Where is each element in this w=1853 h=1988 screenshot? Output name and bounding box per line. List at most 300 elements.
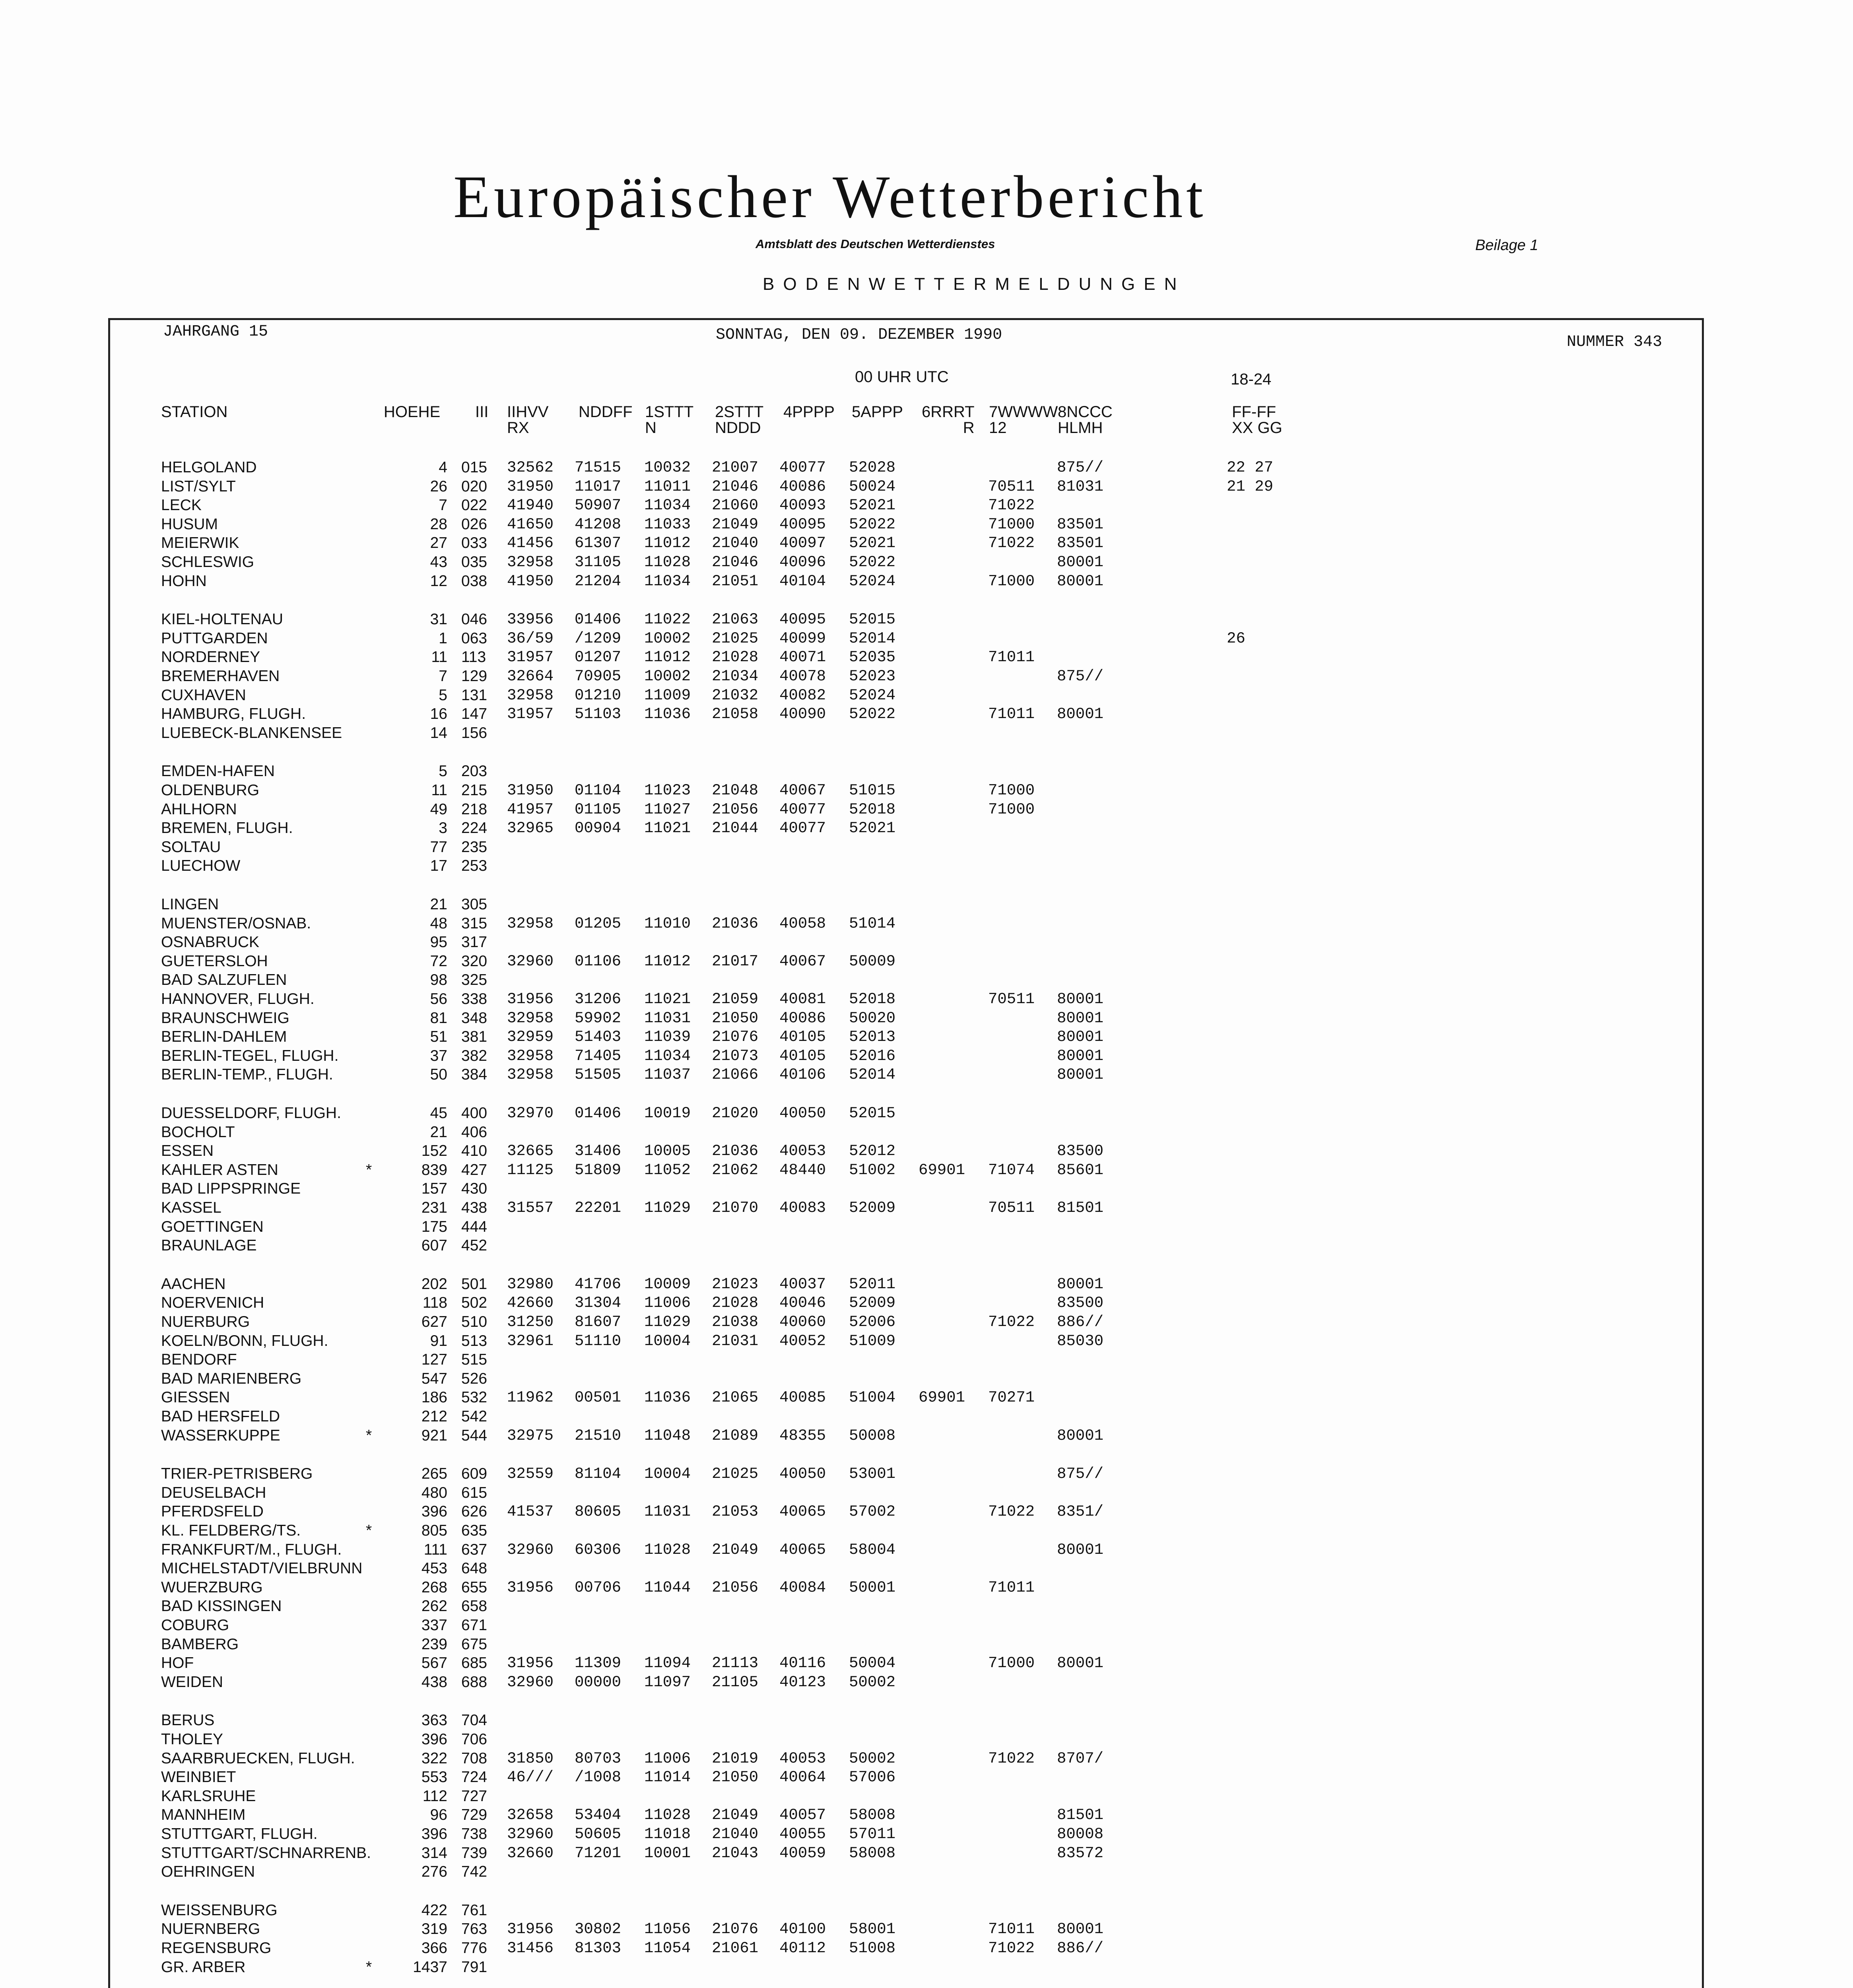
cell-c5: 52016 [849,1047,896,1065]
cell-c2: 21050 [712,1009,759,1027]
cell-iii: 658 [461,1598,488,1615]
cell-station: WEINBIET [161,1769,236,1786]
cell-c4: 40082 [779,686,826,704]
cell-ihvv: 31957 [507,705,554,723]
cell-station: WEIDEN [161,1673,223,1691]
cell-c7: 71000 [988,515,1035,533]
cell-iii: 626 [461,1503,488,1520]
cell-hoehe: 49 [430,800,447,818]
cell-nddff: 11309 [575,1654,622,1672]
cell-station: MUENSTER/OSNAB. [161,914,311,932]
cell-c5: 57002 [849,1503,896,1521]
cell-c8: 80008 [1057,1825,1104,1843]
cell-c8: 83500 [1057,1142,1104,1160]
cell-iii: 738 [461,1825,488,1842]
cell-hoehe: 337 [421,1617,447,1634]
cell-c1: 11006 [644,1294,691,1312]
cell-station: EMDEN-HAFEN [161,763,275,780]
cell-c1: 10001 [644,1844,691,1862]
cell-nddff: 00904 [575,819,622,837]
cell-ihvv: 32960 [507,1541,554,1559]
cell-iii: 708 [461,1749,488,1767]
cell-ihvv: 32658 [507,1806,554,1824]
cell-ihvv: 31957 [507,648,554,666]
cell-c1: 11029 [644,1313,691,1331]
cell-station: HAMBURG, FLUGH. [161,705,306,723]
cell-c1: 11022 [644,611,691,629]
cell-iii: 688 [461,1673,488,1691]
cell-iii: 727 [461,1787,488,1805]
cell-nddff: 53404 [575,1806,622,1824]
cell-c4: 40096 [779,553,826,571]
cell-c4: 40058 [779,914,826,932]
cell-iii: 791 [461,1958,488,1976]
cell-nddff: 00706 [575,1578,622,1596]
cell-ihvv: 41957 [507,800,554,818]
cell-hoehe: 56 [430,990,447,1008]
cell-hoehe: 48 [430,914,447,932]
cell-station: OEHRINGEN [161,1863,255,1881]
cell-c4: 40037 [779,1275,826,1293]
cell-ihvv: 31850 [507,1749,554,1767]
cell-station: FRANKFURT/M., FLUGH. [161,1541,342,1558]
cell-c2: 21040 [712,1825,759,1843]
cell-hoehe: 422 [421,1901,447,1919]
cell-hoehe: 91 [430,1332,447,1349]
cell-c1: 11009 [644,686,691,704]
cell-iii: 320 [461,952,488,970]
cell-c5: 53001 [849,1465,896,1483]
cell-station: OSNABRUCK [161,934,260,951]
cell-iii: 315 [461,914,488,932]
cell-ihvv: 32660 [507,1844,554,1862]
cell-iii: 382 [461,1047,488,1064]
cell-c7: 71000 [988,1654,1035,1672]
cell-c5: 50002 [849,1673,896,1691]
cell-hoehe: 480 [421,1484,447,1501]
cell-c4: 40053 [779,1749,826,1767]
cell-iii: 203 [461,763,488,780]
cell-hoehe: 45 [430,1105,447,1122]
cell-hoehe: 4 [439,459,447,476]
cell-c1: 11034 [644,572,691,590]
cell-station: KARLSRUHE [161,1787,256,1805]
cell-c2: 21089 [712,1427,759,1444]
cell-ihvv: 31950 [507,782,554,799]
cell-hoehe: 607 [421,1237,447,1254]
cell-c4: 40050 [779,1105,826,1122]
cell-iii: 526 [461,1370,488,1387]
cell-hoehe: 627 [421,1313,447,1330]
cell-station: BAD MARIENBERG [161,1370,302,1387]
cell-c5: 52021 [849,534,896,552]
cell-iii: 338 [461,990,488,1008]
cell-c4: 40099 [779,629,826,647]
cell-c1: 11097 [644,1673,691,1691]
cell-ihvv: 32961 [507,1332,554,1350]
cell-station: BERUS [161,1712,215,1729]
cell-iii: 218 [461,800,488,818]
cell-hoehe: 438 [421,1673,447,1691]
cell-hoehe: 111 [423,1541,447,1558]
cell-c2: 21060 [712,497,759,514]
cell-iii: 317 [461,934,488,951]
cell-c2: 21043 [712,1844,759,1862]
cell-ihvv: 32958 [507,1009,554,1027]
cell-c5: 52024 [849,686,896,704]
cell-c2: 21066 [712,1066,759,1084]
cell-c5: 52015 [849,1105,896,1122]
cell-c1: 11021 [644,819,691,837]
cell-hoehe: 157 [421,1180,447,1198]
cell-c2: 21025 [712,629,759,647]
cell-iii: 046 [461,611,488,628]
cell-c4: 40067 [779,782,826,799]
cell-ihvv: 32980 [507,1275,554,1293]
cell-nddff: 41706 [575,1275,622,1293]
cell-c1: 11037 [644,1066,691,1084]
cell-iii: 776 [461,1939,488,1957]
cell-iii: 224 [461,819,488,837]
cell-c1: 11012 [644,534,691,552]
cell-station: NORDERNEY [161,648,260,666]
cell-nddff: 71515 [575,459,622,476]
cell-c2: 21053 [712,1503,759,1521]
cell-c2: 21061 [712,1939,759,1957]
cell-station: OLDENBURG [161,782,260,799]
cell-nddff: 01406 [575,1105,622,1122]
cell-c2: 21028 [712,648,759,666]
cell-hoehe: 5 [439,686,447,704]
cell-c2: 21036 [712,1142,759,1160]
cell-iii: 444 [461,1218,488,1235]
cell-c8: 81501 [1057,1199,1104,1217]
cell-hoehe: 37 [430,1047,447,1064]
cell-iii: 763 [461,1920,488,1938]
cell-c8: 80001 [1057,1009,1104,1027]
cell-nddff: 50907 [575,497,622,514]
cell-iii: 038 [461,572,488,590]
cell-c2: 21105 [712,1673,759,1691]
cell-c8: 80001 [1057,705,1104,723]
cell-iii: 348 [461,1009,488,1027]
column-header-station: STATION [161,403,228,421]
cell-mark: * [366,1958,372,1976]
cell-nddff: 21510 [575,1427,622,1444]
cell-hoehe: 14 [430,724,447,742]
cell-c7: 71000 [988,572,1035,590]
cell-c7: 70511 [988,478,1035,495]
cell-iii: 253 [461,857,488,875]
cell-station: BRAUNSCHWEIG [161,1009,289,1027]
cell-c1: 10002 [644,668,691,685]
cell-c2: 21062 [712,1161,759,1179]
cell-c2: 21031 [712,1332,759,1350]
cell-hoehe: 43 [430,553,447,571]
cell-iii: 430 [461,1180,488,1198]
cell-hoehe: 314 [421,1844,447,1862]
cell-iii: 724 [461,1769,488,1786]
cell-ihvv: 32958 [507,1066,554,1084]
cell-c8: 80001 [1057,990,1104,1008]
cell-c2: 21049 [712,515,759,533]
cell-nddff: 31304 [575,1294,622,1312]
cell-ff: 22 27 [1227,459,1274,476]
cell-c4: 40084 [779,1578,826,1596]
cell-station: GUETERSLOH [161,952,268,970]
cell-c5: 50002 [849,1749,896,1767]
section-heading: BODENWETTERMELDUNGEN [763,274,1186,294]
cell-nddff: /1008 [575,1769,622,1786]
cell-hoehe: 212 [421,1408,447,1425]
cell-c1: 11094 [644,1654,691,1672]
cell-c2: 21076 [712,1920,759,1938]
cell-station: BREMERHAVEN [161,668,280,685]
cell-iii: 515 [461,1351,488,1369]
cell-station: WUERZBURG [161,1578,263,1596]
cell-ihvv: 32958 [507,553,554,571]
cell-iii: 384 [461,1066,488,1083]
cell-hoehe: 805 [421,1522,447,1539]
cell-c8: 80001 [1057,572,1104,590]
cell-iii: 215 [461,782,488,799]
cell-c4: 40095 [779,515,826,533]
cell-c1: 10004 [644,1465,691,1483]
cell-c4: 40065 [779,1541,826,1559]
cell-c7: 71011 [988,1578,1035,1596]
cell-ihvv: 31456 [507,1939,554,1957]
cell-c5: 52018 [849,990,896,1008]
cell-c4: 40106 [779,1066,826,1084]
cell-ihvv: 11962 [507,1389,554,1407]
cell-c5: 52015 [849,611,896,629]
bulletin-subtitle: Amtsblatt des Deutschen Wetterdienstes [756,237,995,251]
cell-c7: 71011 [988,648,1035,666]
cell-hoehe: 28 [430,515,447,533]
cell-iii: 502 [461,1294,488,1312]
cell-station: KL. FELDBERG/TS. [161,1522,301,1539]
cell-station: MEIERWIK [161,534,239,552]
cell-nddff: 00501 [575,1389,622,1407]
cell-hoehe: 453 [421,1560,447,1577]
cell-station: KIEL-HOLTENAU [161,611,284,628]
cell-iii: 742 [461,1863,488,1881]
cell-ihvv: 32559 [507,1465,554,1483]
cell-c8: 83500 [1057,1294,1104,1312]
cell-hoehe: 5 [439,763,447,780]
cell-station: BERLIN-TEGEL, FLUGH. [161,1047,339,1064]
cell-nddff: 59902 [575,1009,622,1027]
cell-station: SOLTAU [161,838,221,856]
cell-c4: 40064 [779,1769,826,1786]
cell-hoehe: 265 [421,1465,447,1483]
cell-c2: 21050 [712,1769,759,1786]
cell-c4: 40085 [779,1389,826,1407]
cell-hoehe: 268 [421,1578,447,1596]
cell-hoehe: 363 [421,1712,447,1729]
cell-hoehe: 396 [421,1825,447,1842]
cell-iii: 655 [461,1578,488,1596]
cell-station: STUTTGART/SCHNARRENB. [161,1844,371,1862]
cell-c5: 52021 [849,497,896,514]
cell-c5: 58001 [849,1920,896,1938]
cell-c5: 58008 [849,1806,896,1824]
cell-hoehe: 3 [439,819,447,837]
cell-c4: 40077 [779,459,826,476]
cell-ihvv: 41537 [507,1503,554,1521]
cell-c1: 11028 [644,1806,691,1824]
column-header-iii: III [475,403,489,421]
cell-hoehe: 231 [421,1199,447,1216]
cell-station: LINGEN [161,896,219,913]
cell-c4: 40053 [779,1142,826,1160]
cell-c1: 11021 [644,990,691,1008]
cell-hoehe: 72 [430,952,447,970]
cell-station: HUSUM [161,515,218,533]
cell-c5: 51002 [849,1161,896,1179]
cell-station: AHLHORN [161,800,237,818]
cell-c7: 71074 [988,1161,1035,1179]
cell-c4: 40086 [779,478,826,495]
cell-hoehe: 26 [430,478,447,495]
cell-iii: 438 [461,1199,488,1216]
cell-c1: 11028 [644,553,691,571]
cell-c4: 40060 [779,1313,826,1331]
cell-c1: 11034 [644,1047,691,1065]
cell-c1: 10019 [644,1105,691,1122]
cell-iii: 532 [461,1389,488,1406]
cell-hoehe: 553 [421,1769,447,1786]
cell-station: STUTTGART, FLUGH. [161,1825,318,1842]
cell-hoehe: 112 [422,1787,447,1805]
observation-time: 00 UHR UTC [855,368,949,386]
cell-c8: 80001 [1057,1541,1104,1559]
cell-nddff: 30802 [575,1920,622,1938]
cell-station: BAMBERG [161,1635,239,1653]
cell-station: TRIER-PETRISBERG [161,1465,313,1483]
cell-hoehe: 152 [421,1142,447,1160]
cell-c5: 50001 [849,1578,896,1596]
cell-nddff: 00000 [575,1673,622,1691]
cell-c2: 21065 [712,1389,759,1407]
cell-iii: 501 [461,1275,488,1293]
cell-hoehe: 12 [430,572,447,590]
cell-nddff: 11017 [575,478,622,495]
cell-c5: 50008 [849,1427,896,1444]
cell-c5: 52023 [849,668,896,685]
cell-c8: 875// [1057,459,1104,476]
column-header-c5: 5APPP [852,403,903,421]
cell-c8: 80001 [1057,1920,1104,1938]
cell-c1: 11036 [644,1389,691,1407]
cell-iii: 729 [461,1806,488,1824]
cell-c2: 21063 [712,611,759,629]
cell-hoehe: 175 [421,1218,447,1235]
cell-station: BAD KISSINGEN [161,1598,282,1615]
column-header-ff: FF-FF XX GG [1232,403,1282,437]
cell-c2: 21073 [712,1047,759,1065]
cell-c4: 40067 [779,952,826,970]
cell-c4: 40052 [779,1332,826,1350]
cell-c5: 52022 [849,515,896,533]
cell-iii: 410 [461,1142,488,1160]
cell-nddff: 81607 [575,1313,622,1331]
cell-c4: 40065 [779,1503,826,1521]
cell-iii: 129 [461,668,488,685]
cell-c1: 11012 [644,952,691,970]
cell-ihvv: 32665 [507,1142,554,1160]
cell-c8: 8351/ [1057,1503,1104,1521]
cell-c2: 21070 [712,1199,759,1217]
cell-hoehe: 7 [439,668,447,685]
cell-iii: 704 [461,1712,488,1729]
cell-c1: 11039 [644,1028,691,1046]
cell-c5: 51008 [849,1939,896,1957]
cell-hoehe: 547 [421,1370,447,1387]
cell-c2: 21046 [712,478,759,495]
cell-c5: 51015 [849,782,896,799]
cell-iii: 400 [461,1105,488,1122]
column-header-hoehe: HOEHE [384,403,441,421]
cell-c8: 83501 [1057,534,1104,552]
cell-ff: 26 [1227,629,1245,647]
cell-hoehe: 366 [421,1939,447,1957]
cell-c4: 40057 [779,1806,826,1824]
cell-station: THOLEY [161,1731,223,1748]
cell-ihvv: 31956 [507,990,554,1008]
cell-c2: 21056 [712,800,759,818]
cell-c1: 11031 [644,1503,691,1521]
cell-c5: 57011 [849,1825,896,1843]
cell-nddff: 31105 [575,553,622,571]
cell-c5: 52022 [849,705,896,723]
cell-c7: 70271 [988,1389,1035,1407]
cell-nddff: 80703 [575,1749,622,1767]
cell-c8: 80001 [1057,1654,1104,1672]
cell-ff: 21 29 [1227,478,1274,495]
cell-c6: 69901 [919,1161,965,1179]
cell-c7: 70511 [988,990,1035,1008]
cell-c4: 40093 [779,497,826,514]
cell-c4: 40078 [779,668,826,685]
cell-mark: * [366,1427,372,1444]
cell-iii: 637 [461,1541,488,1558]
cell-c5: 52011 [849,1275,896,1293]
cell-nddff: 71201 [575,1844,622,1862]
cell-c5: 58004 [849,1541,896,1559]
cell-iii: 147 [461,705,488,723]
cell-mark: * [366,1522,372,1539]
cell-station: NUERBURG [161,1313,250,1330]
cell-c8: 80001 [1057,1028,1104,1046]
cell-station: LUECHOW [161,857,241,875]
cell-ihvv: 32960 [507,1825,554,1843]
cell-hoehe: 16 [430,705,447,723]
cell-c2: 21058 [712,705,759,723]
cell-station: BREMEN, FLUGH. [161,819,293,837]
cell-c2: 21044 [712,819,759,837]
cell-hoehe: 186 [421,1389,447,1406]
cell-hoehe: 1 [439,629,447,647]
cell-station: BENDORF [161,1351,237,1369]
column-header-c8: 8NCCC HLMH [1058,403,1113,437]
cell-c6: 69901 [919,1389,965,1407]
cell-nddff: 71405 [575,1047,622,1065]
cell-hoehe: 202 [421,1275,447,1293]
cell-c7: 71022 [988,1749,1035,1767]
report-date: SONNTAG, DEN 09. DEZEMBER 1990 [716,326,1002,344]
cell-station: DEUSELBACH [161,1484,266,1501]
